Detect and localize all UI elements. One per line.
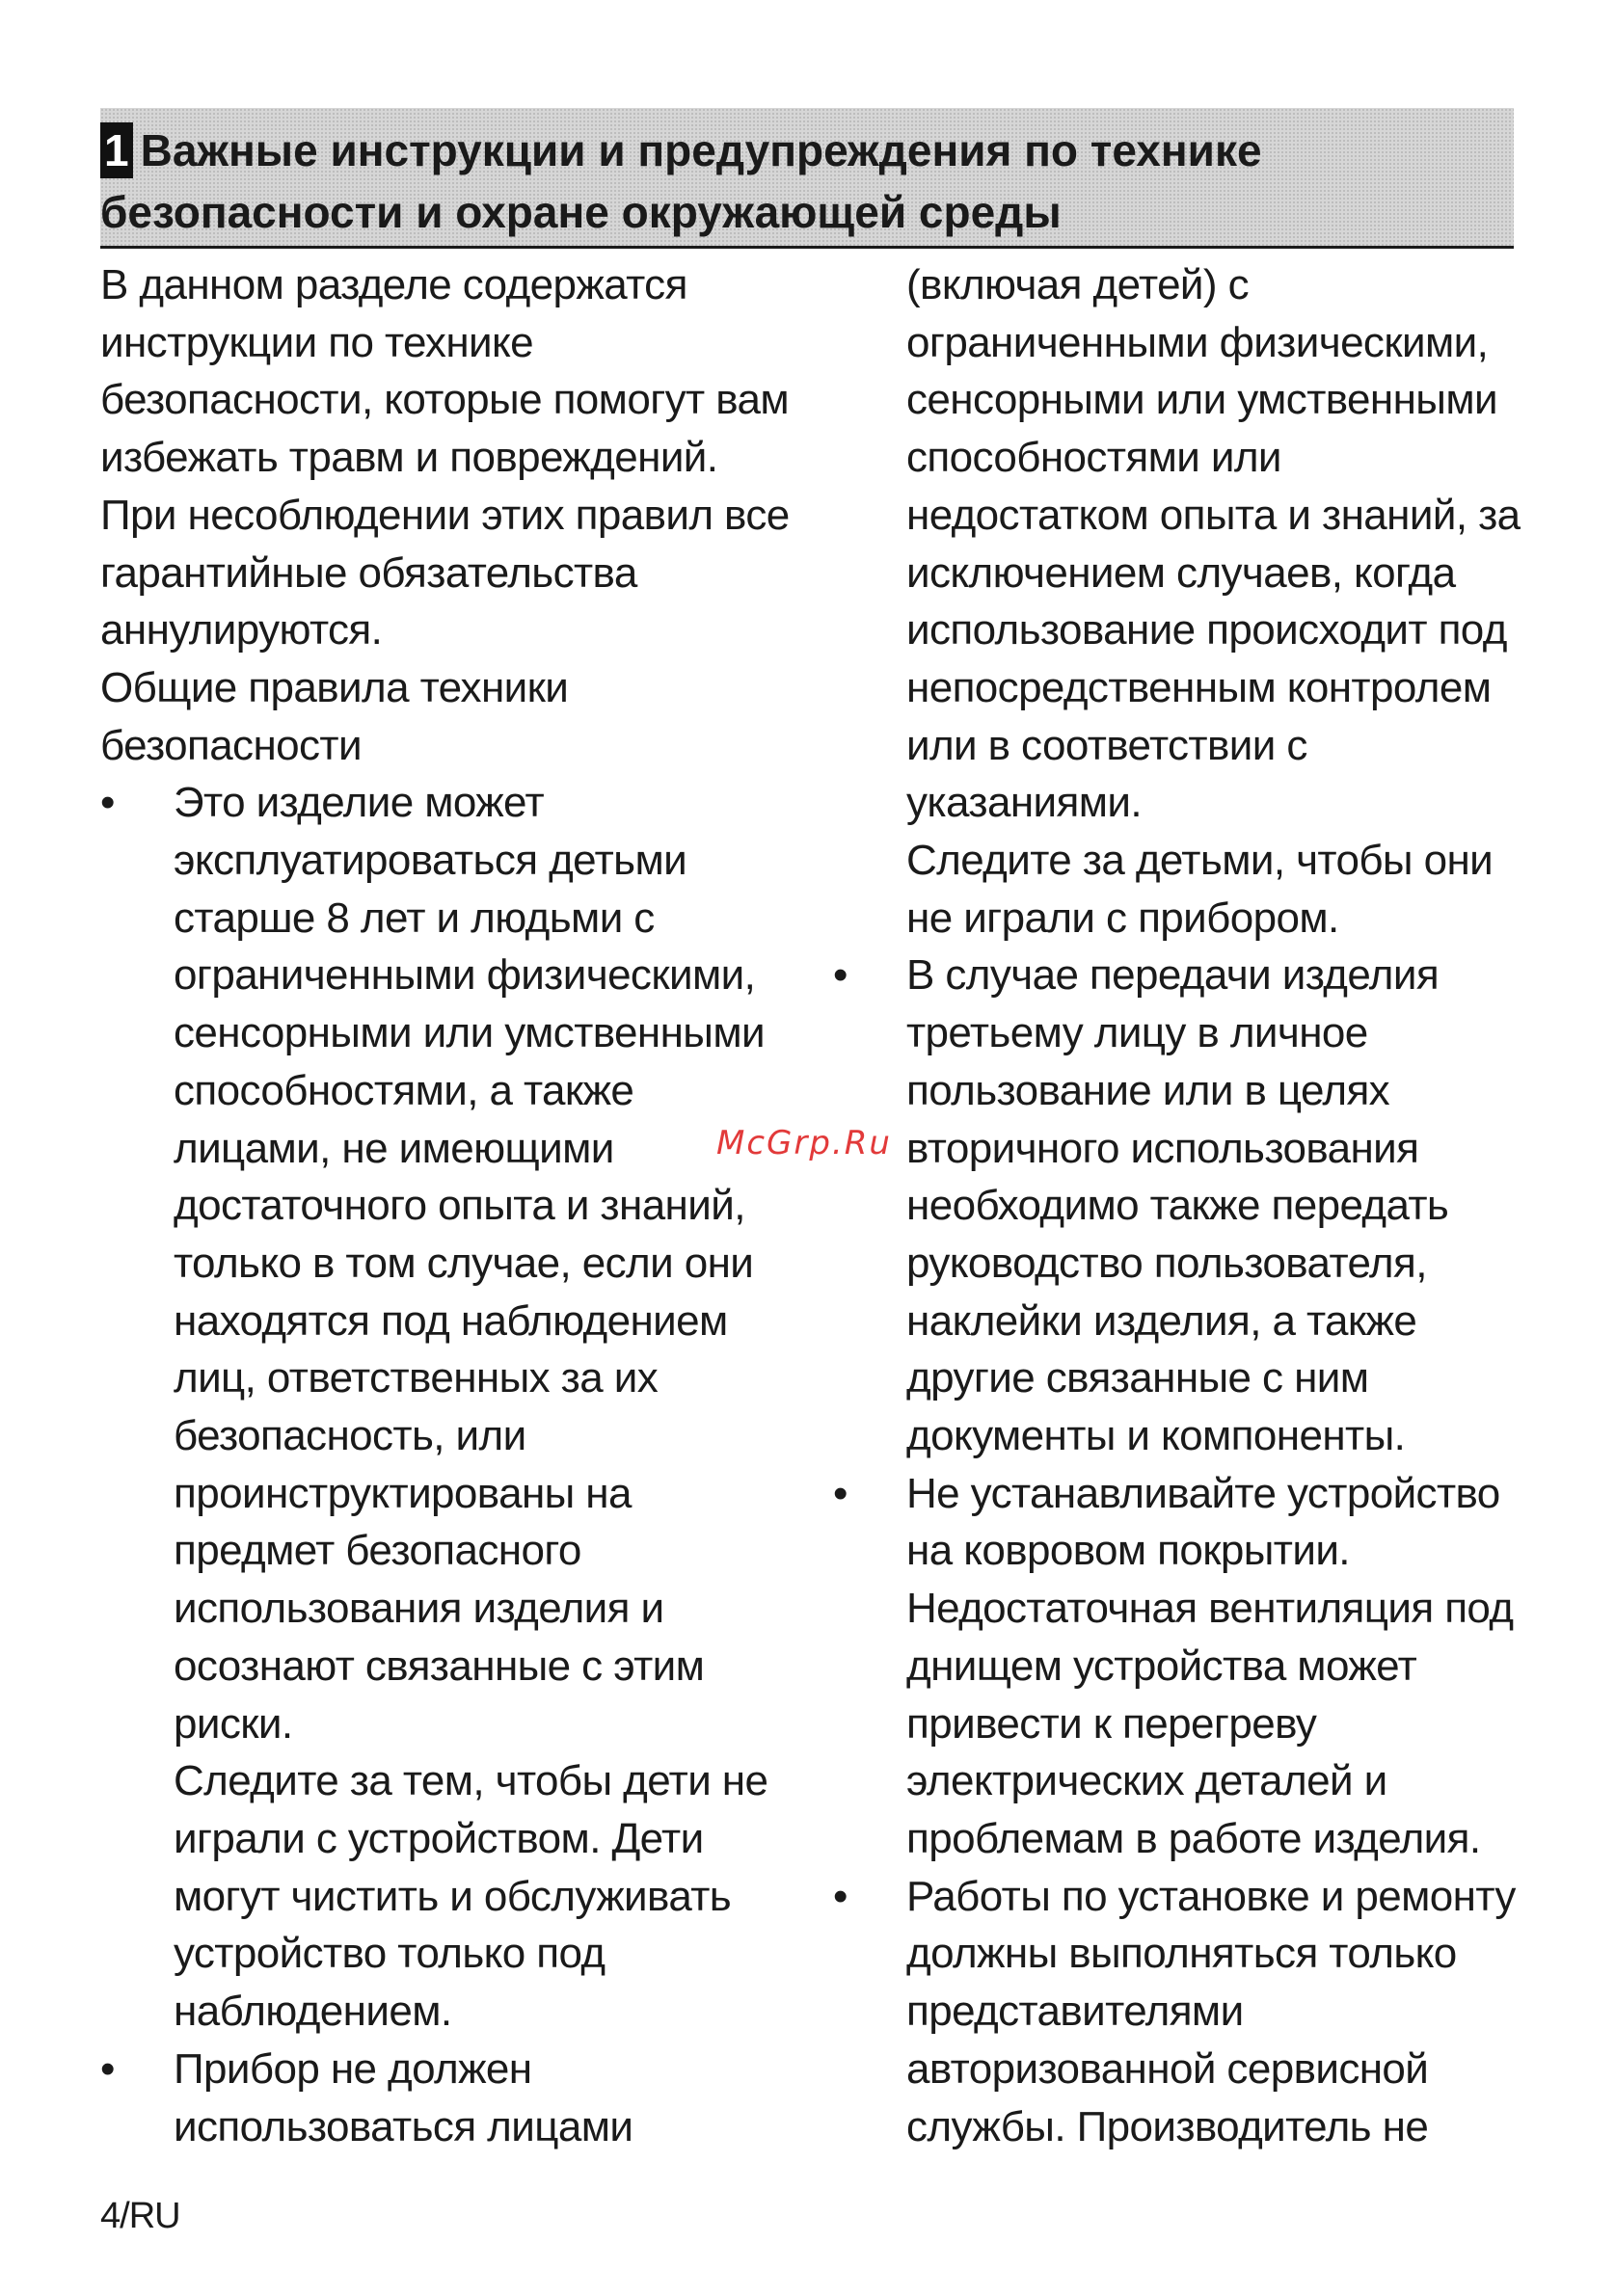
watermark: McGrp.Ru	[716, 1124, 892, 1162]
bullet-item	[833, 1868, 1527, 2156]
bullet-item	[833, 1465, 1527, 1868]
bullet-icon: •	[100, 779, 115, 827]
bullet-item	[100, 774, 794, 2040]
chapter-number: 1	[100, 122, 133, 178]
section-title-text: Важные инструкции и предупреждения по технике безопасности и охране окружающей среды	[100, 125, 1262, 237]
intro-paragraph: В данном разделе содержатся инструкции по технике безопасности, которые помогут вам избежать травм и повреждений. При несоблюдении этих правил все гарантийные обязательства аннулируются.	[100, 261, 790, 654]
bullet-continuation	[833, 256, 1527, 947]
bullet-text: Не устанавливайте устройство на ковровом покрытии. Недостаточная вентиляция под днищем устройства может привести к перегреву электрических деталей и проблемам в работе изделия.	[906, 1469, 1514, 1862]
bullet-text: Это изделие может эксплуатироваться детьми старше 8 лет и людьми с ограниченными физическими, сенсорными или умственными способностями, а также лицами, не имеющими достаточного опыта и знаний, только в том случае, если они находятся под наблюдением лиц, ответственных за их безопасность, или проинструктированы на предмет безопасного использования изделия и осознают связанные с этим риски.	[174, 779, 765, 1748]
bullet-icon: •	[833, 1469, 848, 1517]
bullet-text: (включая детей) с ограниченными физическими, сенсорными или умственными способностями или недостатком опыта и знаний, за исключением случаев, когда использование происходит под непосредственным контролем или в соответствии с указаниями.	[906, 261, 1521, 827]
section-header	[100, 108, 1514, 249]
bullet-icon: •	[100, 2044, 115, 2093]
left-column	[100, 256, 794, 2155]
right-column	[833, 256, 1527, 2155]
bullet-text: Следите за тем, чтобы дети не играли с устройством. Дети могут чистить и обслуживать устройство только под наблюдением.	[174, 1757, 768, 2036]
bullet-text: Следите за детьми, чтобы они не играли с прибором.	[906, 837, 1494, 942]
bullet-text: В случае передачи изделия третьему лицу в личное пользование или в целях вторичного использования необходимо также передать руководство пользователя, наклейки изделия, а также другие связанные с ним документы и компоненты.	[906, 951, 1449, 1460]
bullet-icon: •	[833, 951, 848, 1000]
page-number: 4/RU	[100, 2196, 180, 2236]
bullet-item	[833, 947, 1527, 1464]
bullet-text: Работы по установке и ремонту должны выполняться только представителями авторизованной сервисной службы. Производитель не	[906, 1872, 1516, 2150]
section-title	[100, 120, 1508, 243]
bullet-icon: •	[833, 1872, 848, 1920]
bullet-text: Прибор не должен использоваться лицами	[174, 2044, 633, 2150]
bullet-item	[100, 2041, 794, 2155]
safety-subheading: Общие правила техники безопасности	[100, 663, 569, 769]
